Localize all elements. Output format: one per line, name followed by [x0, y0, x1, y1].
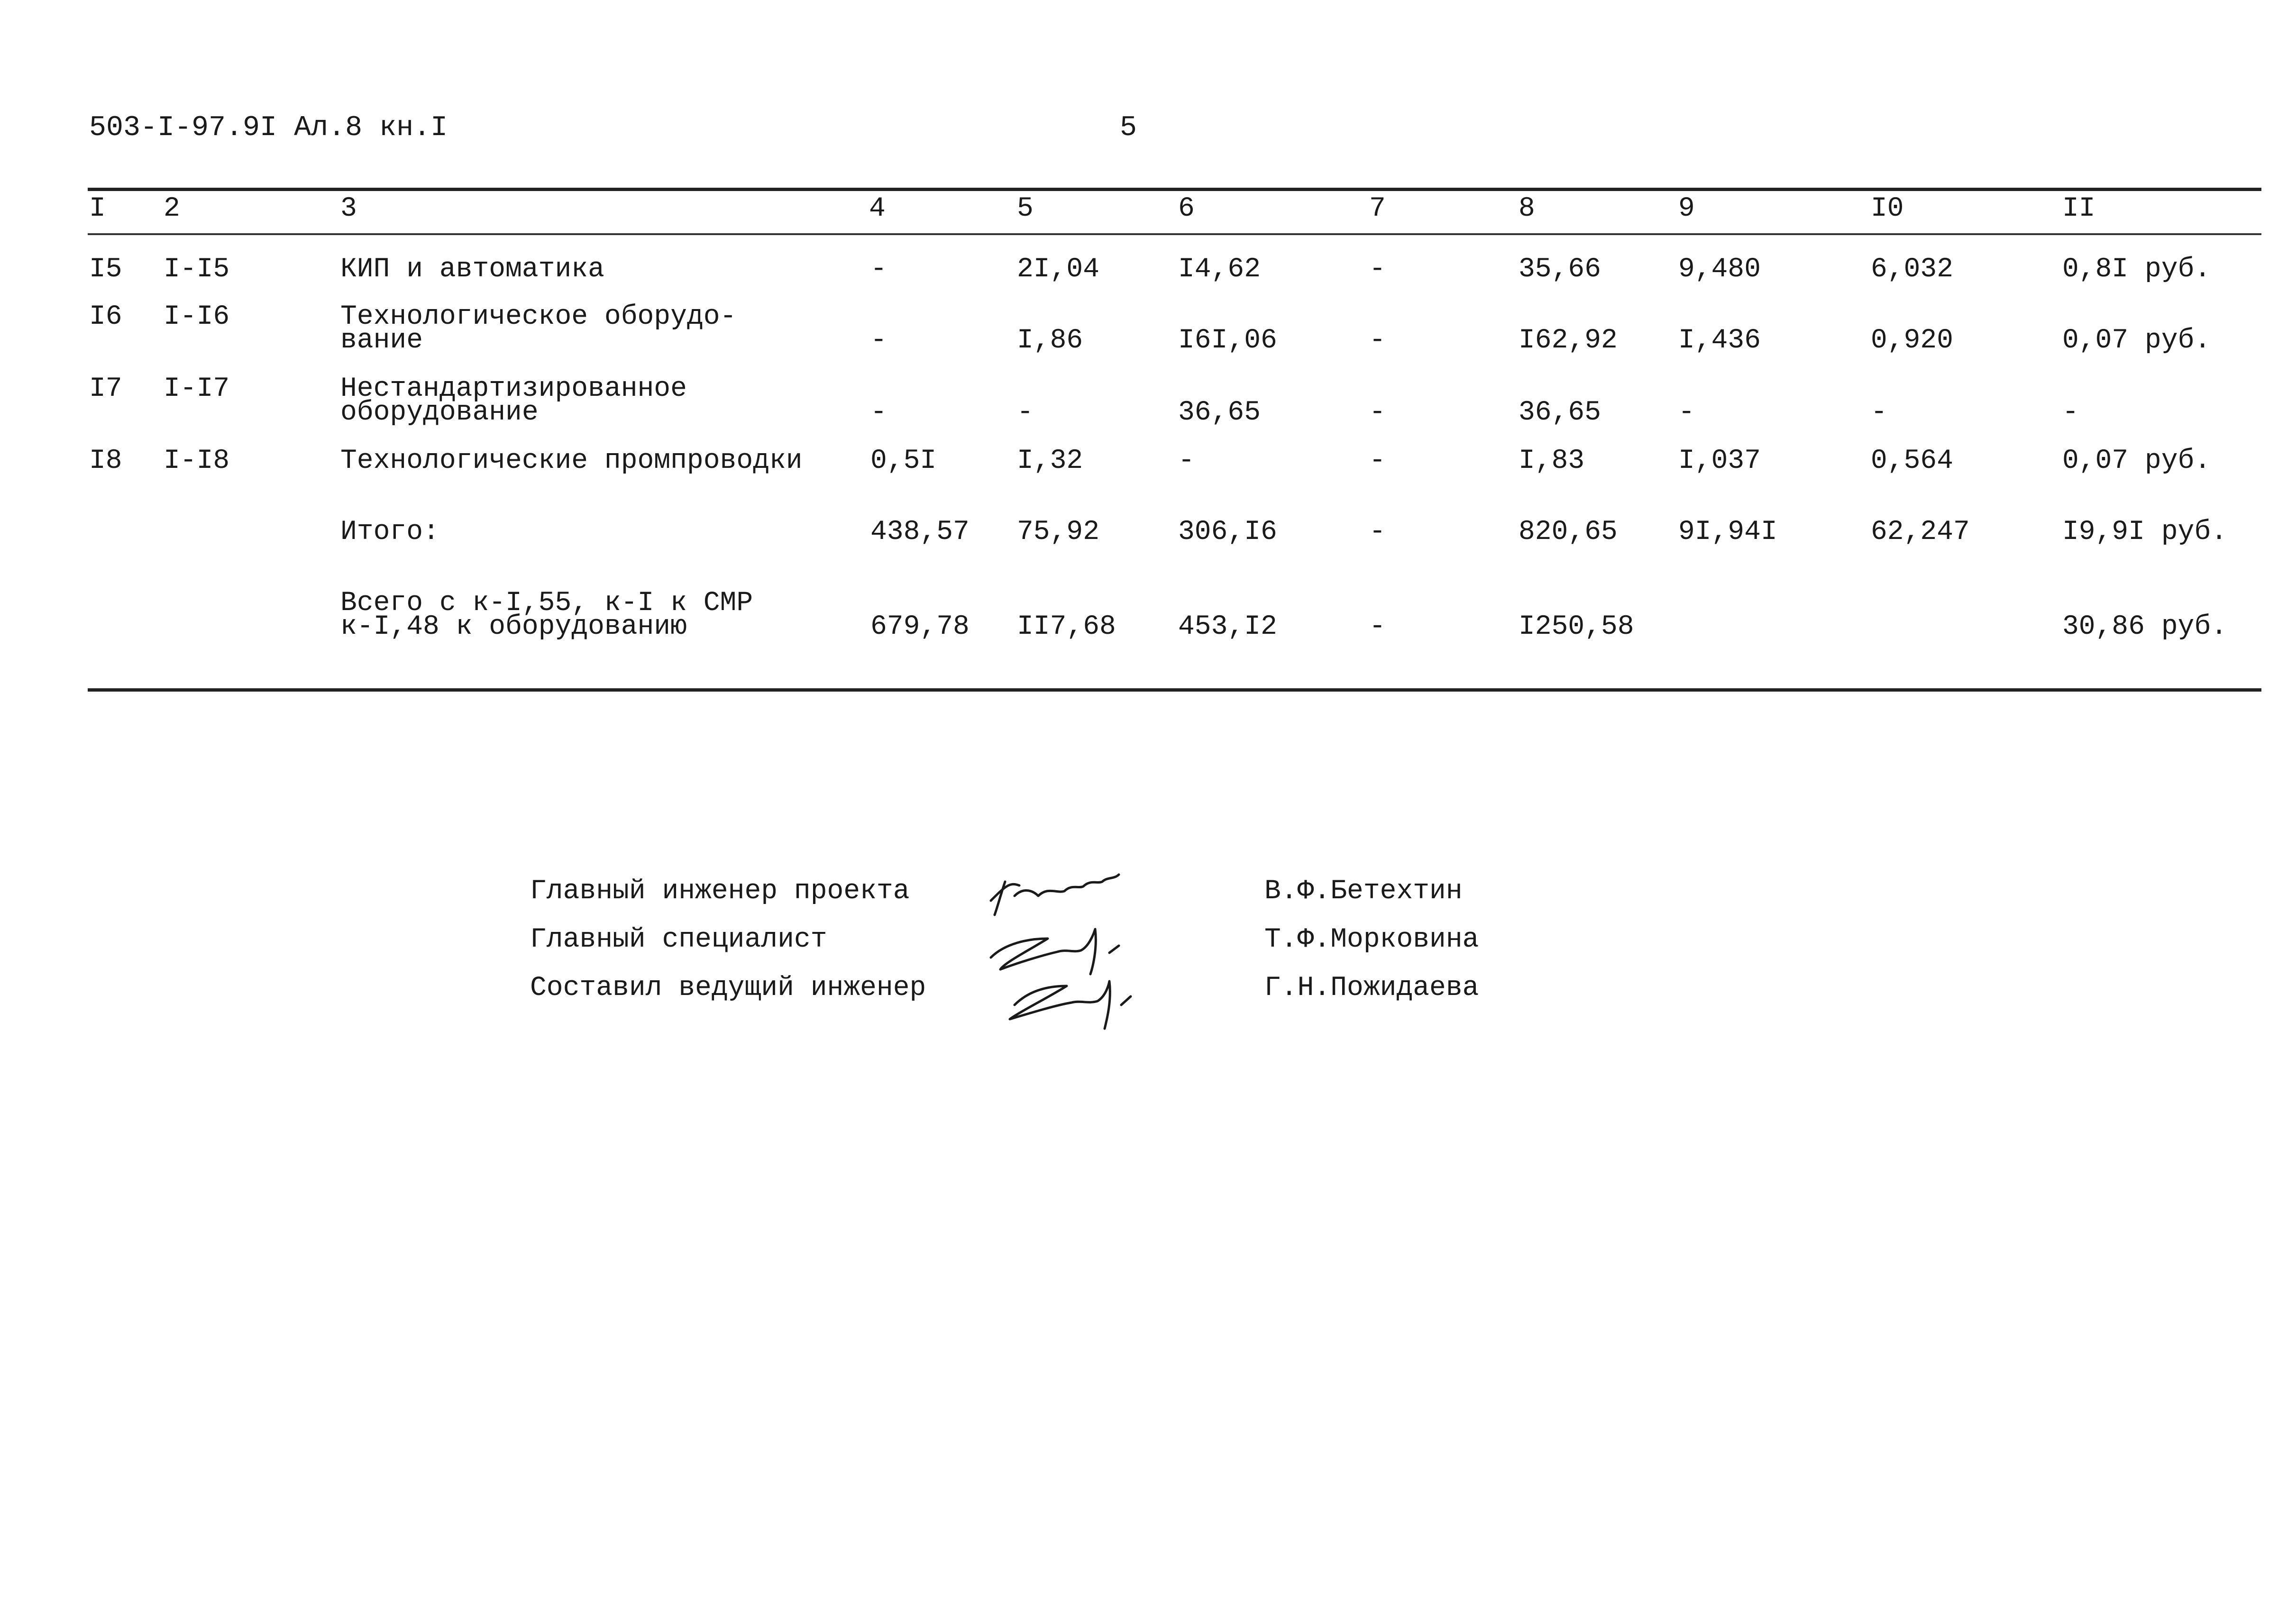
cell-c9: I,037 — [1678, 446, 1761, 476]
cell-c7: - — [1369, 325, 1386, 356]
cell-c8: I62,92 — [1518, 325, 1618, 356]
cell-c2: I-I8 — [164, 446, 230, 476]
header-bottom-rule — [88, 233, 2261, 235]
cell-c5: - — [1017, 397, 1034, 428]
cell-c3a: Итого: — [340, 517, 439, 547]
cell-c3a: КИП и автоматика — [340, 254, 604, 285]
cell-c10: 62,247 — [1871, 517, 1970, 547]
cell-c3a: Технологические промпроводки — [340, 446, 803, 476]
cell-c9: 9I,94I — [1678, 517, 1777, 547]
signature-name: В.Ф.Бетехтин — [1264, 876, 1463, 907]
col-header-8: 8 — [1518, 193, 1535, 224]
cell-c10: 6,032 — [1871, 254, 1954, 285]
cell-c11: I9,9I руб. — [2062, 517, 2228, 547]
col-header-11: II — [2062, 193, 2095, 224]
signature-3 — [1010, 981, 1131, 1029]
col-header-5: 5 — [1017, 193, 1034, 224]
cell-c7: - — [1369, 517, 1386, 547]
signature-name: Г.Н.Пожидаева — [1264, 973, 1479, 1004]
cell-c6: I4,62 — [1178, 254, 1261, 285]
signature-title: Главный инженер проекта — [530, 876, 910, 907]
col-header-7: 7 — [1369, 193, 1386, 224]
handwritten-signatures — [977, 867, 1157, 1038]
table-bottom-rule — [88, 688, 2261, 692]
cell-c2: I-I6 — [164, 301, 230, 332]
cell-c8: I,83 — [1518, 446, 1585, 476]
cell-c5: 75,92 — [1017, 517, 1100, 547]
cell-c3a: Нестандартизированное — [340, 374, 687, 404]
cell-c8: 820,65 — [1518, 517, 1618, 547]
cell-c6: 36,65 — [1178, 397, 1261, 428]
cell-c9: 9,480 — [1678, 254, 1761, 285]
document-code: 503-I-97.9I Ал.8 кн.I — [89, 112, 448, 144]
cell-c6: - — [1178, 446, 1195, 476]
page-number: 5 — [1120, 112, 1137, 144]
cell-c4: - — [870, 254, 887, 285]
cell-c5: 2I,04 — [1017, 254, 1100, 285]
cell-c6: I6I,06 — [1178, 325, 1277, 356]
cell-c6: 306,I6 — [1178, 517, 1277, 547]
cell-c10: 0,920 — [1871, 325, 1954, 356]
signature-title: Составил ведущий инженер — [530, 973, 926, 1004]
cell-c3a: Технологическое оборудо- — [340, 301, 737, 332]
signature-1 — [991, 875, 1119, 915]
cell-c4: 679,78 — [870, 611, 970, 642]
col-header-1: I — [89, 193, 106, 224]
signature-title: Главный специалист — [530, 924, 827, 955]
cell-c2: I-I7 — [164, 374, 230, 404]
cell-c7: - — [1369, 254, 1386, 285]
cell-c2: I-I5 — [164, 254, 230, 285]
cell-c4: - — [870, 397, 887, 428]
cell-c3b: вание — [340, 325, 423, 356]
cell-c1: I5 — [89, 254, 122, 285]
col-header-9: 9 — [1678, 193, 1695, 224]
cell-c11: 30,86 руб. — [2062, 611, 2228, 642]
cell-c9: - — [1678, 397, 1695, 428]
cell-c4: - — [870, 325, 887, 356]
cell-c8: 35,66 — [1518, 254, 1601, 285]
cell-c5: I,86 — [1017, 325, 1083, 356]
cell-c11: 0,07 руб. — [2062, 325, 2211, 356]
cell-c6: 453,I2 — [1178, 611, 1277, 642]
cell-c5: II7,68 — [1017, 611, 1116, 642]
cell-c8: 36,65 — [1518, 397, 1601, 428]
cell-c4: 0,5I — [870, 446, 937, 476]
cell-c11: 0,8I руб. — [2062, 254, 2211, 285]
cell-c11: 0,07 руб. — [2062, 446, 2211, 476]
cell-c10: - — [1871, 397, 1887, 428]
cell-c8: I250,58 — [1518, 611, 1634, 642]
signature-name: Т.Ф.Морковина — [1264, 924, 1479, 955]
cell-c7: - — [1369, 397, 1386, 428]
cell-c9: I,436 — [1678, 325, 1761, 356]
cell-c7: - — [1369, 446, 1386, 476]
signature-2 — [991, 929, 1119, 974]
col-header-4: 4 — [869, 193, 886, 224]
cell-c7: - — [1369, 611, 1386, 642]
col-header-10: I0 — [1871, 193, 1904, 224]
cell-c5: I,32 — [1017, 446, 1083, 476]
cell-c4: 438,57 — [870, 517, 970, 547]
col-header-6: 6 — [1178, 193, 1195, 224]
cell-c3b: к-I,48 к оборудованию — [340, 611, 687, 642]
cell-c3b: оборудование — [340, 397, 539, 428]
table-top-rule — [88, 188, 2261, 191]
cell-c11: - — [2062, 397, 2079, 428]
col-header-2: 2 — [164, 193, 180, 224]
cell-c1: I7 — [89, 374, 122, 404]
cell-c1: I6 — [89, 301, 122, 332]
cell-c10: 0,564 — [1871, 446, 1954, 476]
cell-c3a: Всего с к-I,55, к-I к СМР — [340, 588, 753, 619]
cell-c1: I8 — [89, 446, 122, 476]
col-header-3: 3 — [340, 193, 357, 224]
